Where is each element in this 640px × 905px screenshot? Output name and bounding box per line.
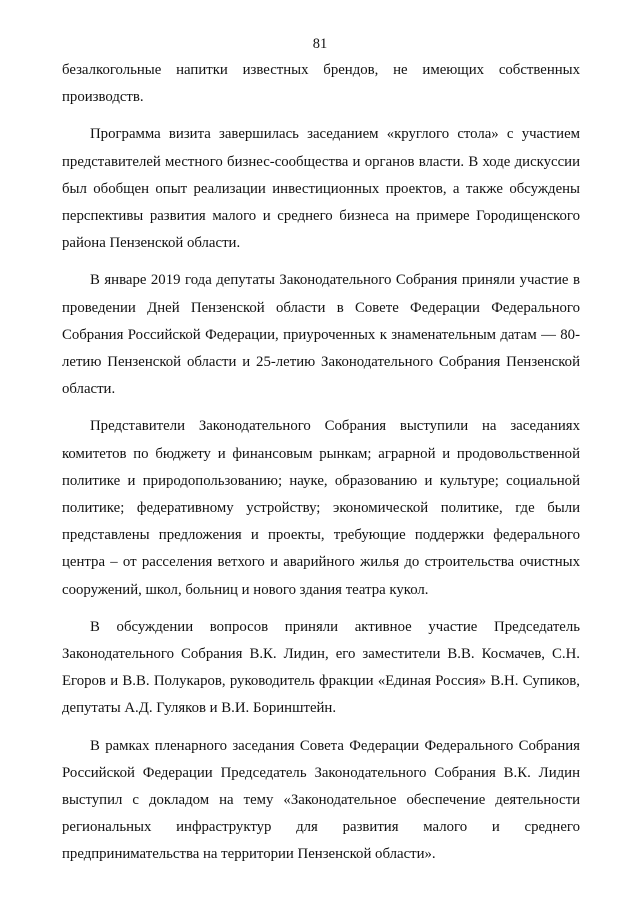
paragraph-continued: безалкогольные напитки известных брендов, не имеющих собственных производств. — [62, 62, 580, 106]
paragraph-penza-days: В январе 2019 года депутаты Законодательного Собрания приняли участие в проведении Дней Пензенской области в Совете Федерации Федерального Собрания Российской Федерации, приуроченных к знаменательным датам — 80-летию Пензенской области и 25-летию Законодательного Собрания Пензенской области. — [62, 272, 580, 398]
paragraph-round-table: Программа визита завершилась заседанием «круглого стола» с участием представителей местного бизнес-сообщества и органов власти. В ходе дискуссии был обобщен опыт реализации инвестиционных проектов, а также обсуждены перспективы развития малого и среднего бизнеса на примере Городищенского района Пензенской области. — [62, 126, 580, 252]
page-number: 81 — [312, 36, 328, 52]
paragraph-plenary-report: В рамках пленарного заседания Совета Федерации Федерального Собрания Российской Федерации Председатель Законодательного Собрания В.К. Лидин выступил с докладом на тему «Законодательное обеспечение деятельности региональных инфраструктур для развития малого и среднего предпринимательства на территории Пензенской области». — [62, 737, 580, 863]
paragraph-participants: В обсуждении вопросов приняли активное участие Председатель Законодательного Собрания В.К. Лидин, его заместители В.В. Космачев, С.Н. Егоров и В.В. Полукаров, руководитель фракции «Единая Россия» В.Н. Супиков, депутаты А.Д. Гуляков и В.И. Боринштейн. — [62, 618, 580, 717]
paragraph-committees: Представители Законодательного Собрания выступили на заседаниях комитетов по бюджету и финансовым рынкам; аграрной и продовольственной политике и природопользованию; науке, образованию и культуре; социальной политике; федеративному устройству; экономической политике, где были представлены предложения и проекты, требующие поддержки федерального центра – от расселения ветхого и аварийного жилья до строительства очистных сооружений, школ, больниц и нового здания театра кукол. — [62, 418, 580, 598]
page-body — [62, 57, 580, 879]
